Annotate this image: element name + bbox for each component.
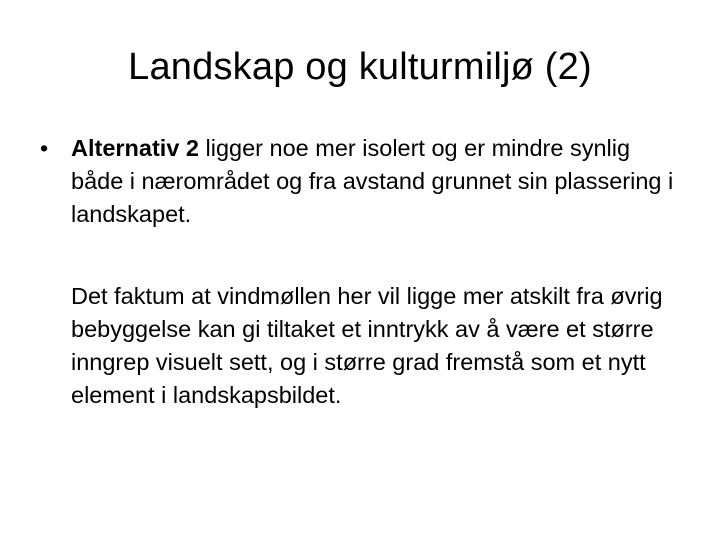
slide-title: Landskap og kulturmiljø (2) [128, 46, 592, 88]
bullet-dot-icon: • [40, 135, 49, 161]
bullet-paragraph [71, 132, 680, 231]
bullet-bold-lead: Alternativ 2 [71, 135, 199, 161]
slide-content [40, 132, 680, 412]
bullet-item [40, 132, 680, 231]
second-paragraph: Det faktum at vindmøllen her vil ligge mer atskilt fra øvrig bebyggelse kan gi tiltaket et inntrykk av å være et større inngrep visuelt sett, og i større grad fremstå som et nytt element i landskapsbildet. [71, 283, 663, 408]
bullet-text: ligger noe mer isolert og er mindre synlig både i nærområdet og fra avstand grunnet sin plassering i landskapet. [71, 135, 674, 227]
